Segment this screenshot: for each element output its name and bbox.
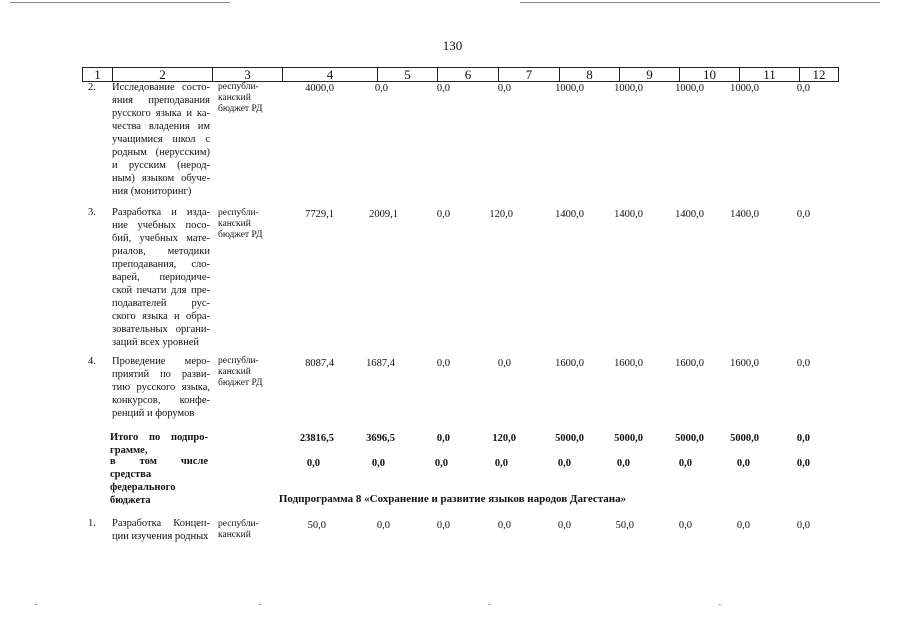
row-value: 2009,1 xyxy=(369,209,398,220)
row-value: 0,0 xyxy=(376,520,390,531)
column-number: 9 xyxy=(620,68,680,82)
row-value: 0,0 xyxy=(436,520,450,531)
row-value: 1000,0 xyxy=(675,83,704,94)
scan-mark xyxy=(488,604,491,605)
row-value: 0,0 xyxy=(497,520,511,531)
row-description: Разработка Концеп-ции изучения родных xyxy=(112,518,210,542)
total-value: 23816,5 xyxy=(299,433,334,444)
federal-value: 0,0 xyxy=(306,458,320,469)
column-number: 5 xyxy=(378,68,438,82)
column-number-header xyxy=(82,67,839,82)
total-value: 3696,5 xyxy=(366,433,395,444)
row-value: 1400,0 xyxy=(614,209,643,220)
federal-value: 0,0 xyxy=(616,458,630,469)
row-number: 1. xyxy=(88,518,96,529)
column-number: 4 xyxy=(283,68,378,82)
page-number: 130 xyxy=(442,38,463,53)
federal-value: 0,0 xyxy=(736,458,750,469)
federal-label: в том числе средства федерального бюджета xyxy=(110,456,208,506)
top-rule-right xyxy=(520,2,880,3)
row-value: 1600,0 xyxy=(614,358,643,369)
federal-value: 0,0 xyxy=(434,458,448,469)
row-number: 3. xyxy=(88,207,96,218)
total-value: 5000,0 xyxy=(555,433,584,444)
total-value: 120,0 xyxy=(492,433,516,444)
row-value: 0,0 xyxy=(678,520,692,531)
total-label: Итого по подпро-грамме, xyxy=(110,432,208,456)
column-number: 1 xyxy=(83,68,113,82)
row-number: 4. xyxy=(88,356,96,367)
scan-mark xyxy=(35,604,38,605)
row-value: 0,0 xyxy=(796,520,810,531)
row-value: 1600,0 xyxy=(555,358,584,369)
row-value: 0,0 xyxy=(736,520,750,531)
row-value: 7729,1 xyxy=(305,209,334,220)
row-value: 120,0 xyxy=(489,209,513,220)
row-description: Разработка и изда-ние учебных посо-бий, учебных мате-риалов, методики преподавания, сло-варей, периодиче-ской печати для пре-подавателей рус-ского языка и обра-зовательных органи-заций всех уровней xyxy=(112,207,210,348)
row-value: 0,0 xyxy=(374,83,388,94)
row-value: 8087,4 xyxy=(305,358,334,369)
row-value: 0,0 xyxy=(796,83,810,94)
scan-mark xyxy=(258,604,261,605)
federal-value: 0,0 xyxy=(557,458,571,469)
row-value: 1600,0 xyxy=(730,358,759,369)
row-value: 0,0 xyxy=(557,520,571,531)
row-description: Проведение меро-приятий по разви-тию русского языка, конкурсов, конфе-ренций и форумов xyxy=(112,356,210,419)
total-value: 0,0 xyxy=(436,433,450,444)
row-number: 2. xyxy=(88,82,96,93)
row-value: 0,0 xyxy=(436,209,450,220)
total-value: 5000,0 xyxy=(730,433,759,444)
row-value: 1000,0 xyxy=(730,83,759,94)
row-value: 1400,0 xyxy=(555,209,584,220)
row-value: 50,0 xyxy=(307,520,326,531)
top-rule-left xyxy=(10,2,230,3)
row-funding-source: республи-канский xyxy=(218,519,259,540)
row-value: 0,0 xyxy=(497,83,511,94)
column-number: 6 xyxy=(438,68,499,82)
row-value: 1000,0 xyxy=(555,83,584,94)
federal-value: 0,0 xyxy=(796,458,810,469)
federal-value: 0,0 xyxy=(678,458,692,469)
column-number: 7 xyxy=(499,68,560,82)
row-value: 0,0 xyxy=(796,209,810,220)
row-value: 1000,0 xyxy=(614,83,643,94)
column-number: 10 xyxy=(680,68,740,82)
federal-value: 0,0 xyxy=(371,458,385,469)
row-value: 1600,0 xyxy=(675,358,704,369)
row-value: 1687,4 xyxy=(366,358,395,369)
column-number: 8 xyxy=(560,68,620,82)
row-value: 50,0 xyxy=(615,520,634,531)
row-value: 0,0 xyxy=(436,358,450,369)
row-funding-source: республи-канский бюджет РД xyxy=(218,82,263,114)
column-number: 2 xyxy=(113,68,213,82)
column-number: 11 xyxy=(740,68,800,82)
total-value: 0,0 xyxy=(796,433,810,444)
row-funding-source: республи-канский бюджет РД xyxy=(218,356,263,388)
row-value: 1400,0 xyxy=(730,209,759,220)
scan-mark xyxy=(718,604,721,605)
row-value: 0,0 xyxy=(436,83,450,94)
total-value: 5000,0 xyxy=(675,433,704,444)
row-value: 4000,0 xyxy=(305,83,334,94)
row-funding-source: республи-канский бюджет РД xyxy=(218,208,263,240)
row-value: 0,0 xyxy=(796,358,810,369)
row-value: 1400,0 xyxy=(675,209,704,220)
row-value: 0,0 xyxy=(497,358,511,369)
federal-value: 0,0 xyxy=(494,458,508,469)
subprogram-title: Подпрограмма 8 «Сохранение и развитие языков народов Дагестана» xyxy=(278,493,627,505)
column-number: 3 xyxy=(213,68,283,82)
column-number: 12 xyxy=(800,68,839,82)
total-value: 5000,0 xyxy=(614,433,643,444)
row-description: Исследование состо-яния преподавания русского языка и ка-чества владения им учащимися школ с родным (нерусским) и русским (нерод-ным) языком обуче-ния (мониторинг) xyxy=(112,82,210,197)
